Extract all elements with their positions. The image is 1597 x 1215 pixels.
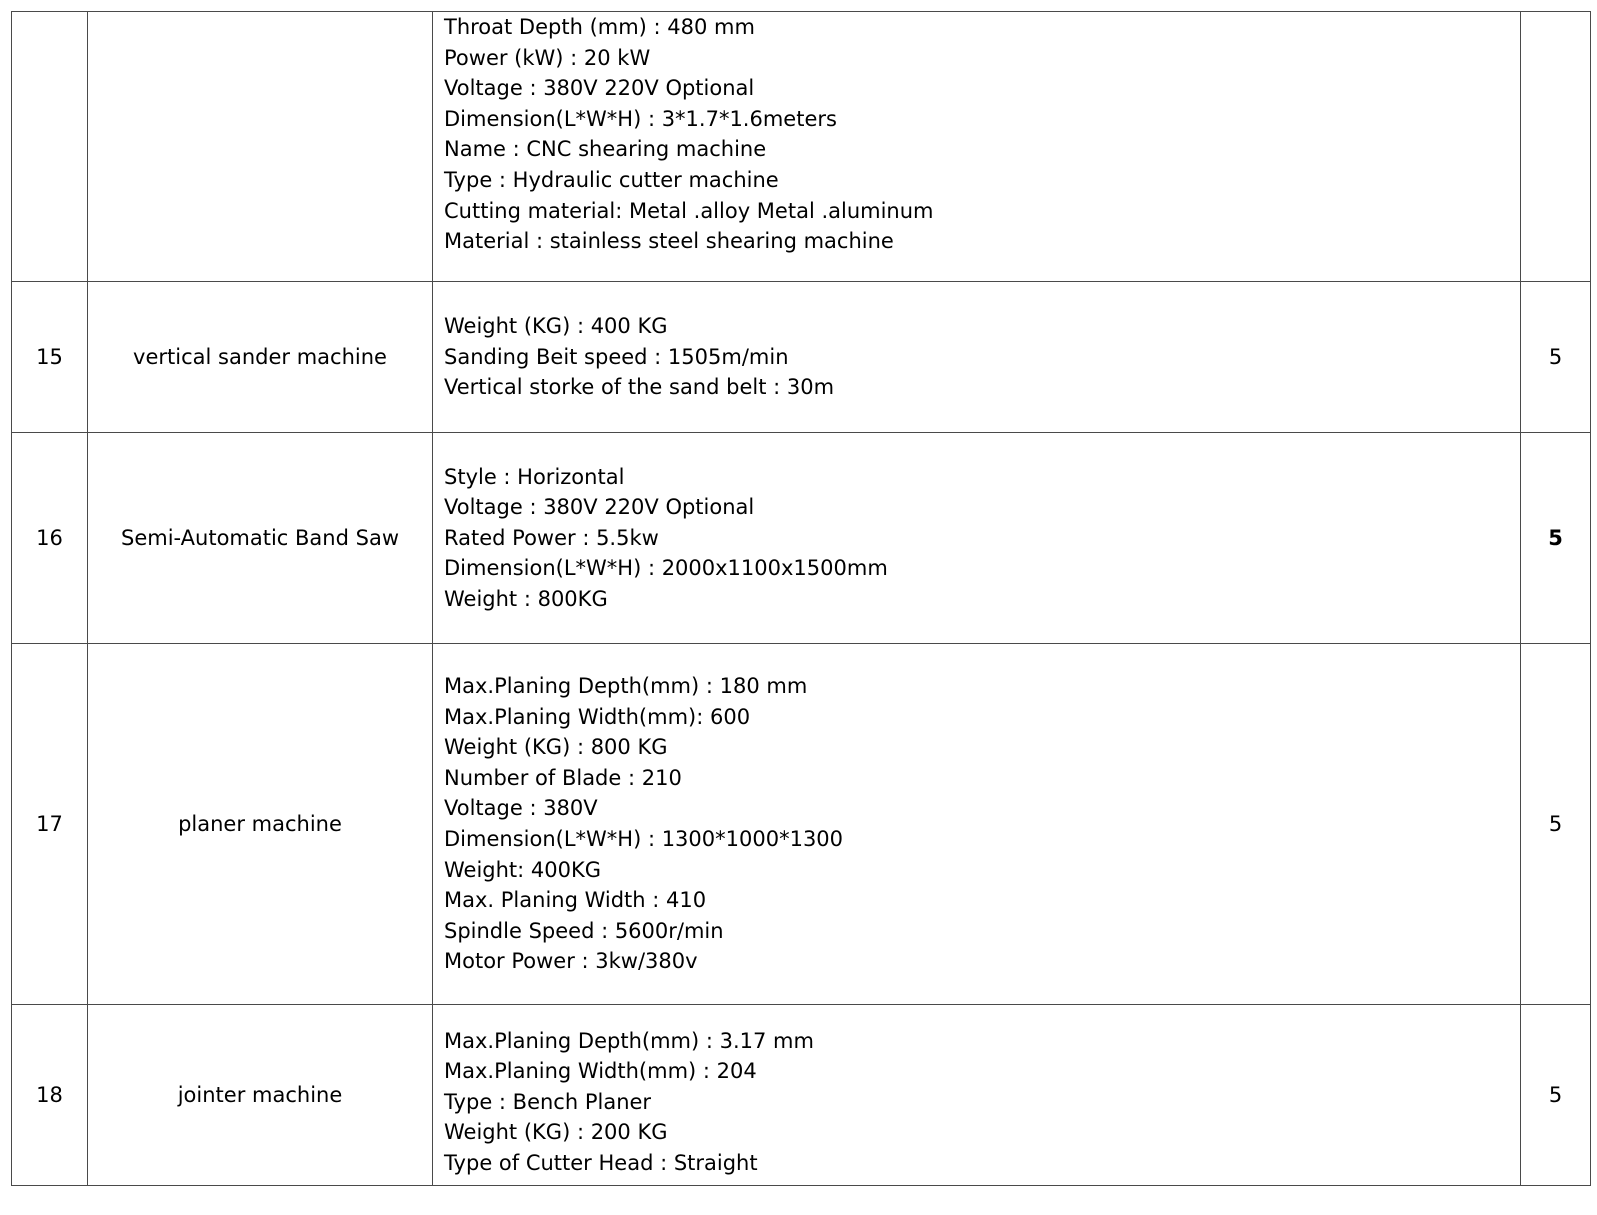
item-name: planer machine (88, 644, 433, 1005)
item-specs (433, 282, 1521, 433)
table-row (12, 12, 1591, 282)
spec-line: Sanding Beit speed : 1505m/min (444, 344, 789, 369)
item-specs (433, 1005, 1521, 1186)
spec-line: Type : Hydraulic cutter machine (444, 167, 779, 192)
spec-line: Max.Planing Depth(mm) : 3.17 mm (444, 1028, 814, 1053)
spec-line: Vertical storke of the sand belt : 30m (444, 375, 835, 400)
item-number: 15 (12, 282, 88, 433)
spec-line: Motor Power : 3kw/380v (444, 949, 698, 974)
item-name: Semi-Automatic Band Saw (88, 433, 433, 644)
spec-line: Rated Power : 5.5kw (444, 525, 659, 550)
spec-line: Number of Blade : 210 (444, 765, 682, 790)
item-number: 16 (12, 433, 88, 644)
item-quantity: 5 (1521, 433, 1591, 644)
spec-line: Dimension(L*W*H) : 2000x1100x1500mm (444, 556, 888, 581)
spec-line: Dimension(L*W*H) : 1300*1000*1300 (444, 827, 844, 851)
spec-line: Type : Bench Planer (444, 1089, 652, 1114)
spec-line: Style : Horizontal (444, 464, 625, 489)
item-name: jointer machine (88, 1005, 433, 1186)
spec-line: Throat Depth (mm) : 480 mm (444, 15, 755, 39)
table-row (12, 433, 1591, 644)
spec-line: Spindle Speed : 5600r/min (444, 918, 724, 943)
table-row (12, 1005, 1591, 1186)
spec-line: Weight : 800KG (444, 586, 608, 611)
spec-line: Weight (KG) : 400 KG (444, 314, 668, 339)
item-number: 18 (12, 1005, 88, 1186)
item-quantity: 5 (1521, 1005, 1591, 1186)
spec-line: Voltage : 380V 220V Optional (444, 495, 755, 520)
item-number (12, 12, 88, 282)
item-name (88, 12, 433, 282)
spec-line: Max.Planing Width(mm): 600 (444, 704, 751, 729)
spec-line: Voltage : 380V (444, 796, 598, 821)
table-row (12, 644, 1591, 1005)
spec-line: Name : CNC shearing machine (444, 137, 767, 162)
spec-line: Max. Planing Width : 410 (444, 888, 707, 913)
spec-line: Max.Planing Width(mm) : 204 (444, 1059, 757, 1084)
spec-line: Voltage : 380V 220V Optional (444, 76, 755, 101)
spec-line: Type of Cutter Head : Straight (444, 1150, 758, 1175)
spec-line: Power (kW) : 20 kW (444, 45, 651, 70)
spec-line: Cutting material: Metal .alloy Metal .aluminum (444, 198, 934, 223)
equipment-spec-table (11, 11, 1591, 1186)
spec-line: Material : stainless steel shearing machine (444, 229, 894, 254)
item-number: 17 (12, 644, 88, 1005)
item-name: vertical sander machine (88, 282, 433, 433)
item-specs (433, 644, 1521, 1005)
spec-line: Weight (KG) : 800 KG (444, 735, 668, 760)
item-specs (433, 433, 1521, 644)
spec-line: Weight (KG) : 200 KG (444, 1120, 668, 1145)
item-specs (433, 12, 1521, 282)
spec-line: Dimension(L*W*H) : 3*1.7*1.6meters (444, 106, 837, 131)
table-row (12, 282, 1591, 433)
item-quantity: 5 (1521, 282, 1591, 433)
item-quantity: 5 (1521, 644, 1591, 1005)
spec-line: Max.Planing Depth(mm) : 180 mm (444, 674, 808, 699)
item-quantity (1521, 12, 1591, 282)
spec-line: Weight: 400KG (444, 857, 602, 882)
